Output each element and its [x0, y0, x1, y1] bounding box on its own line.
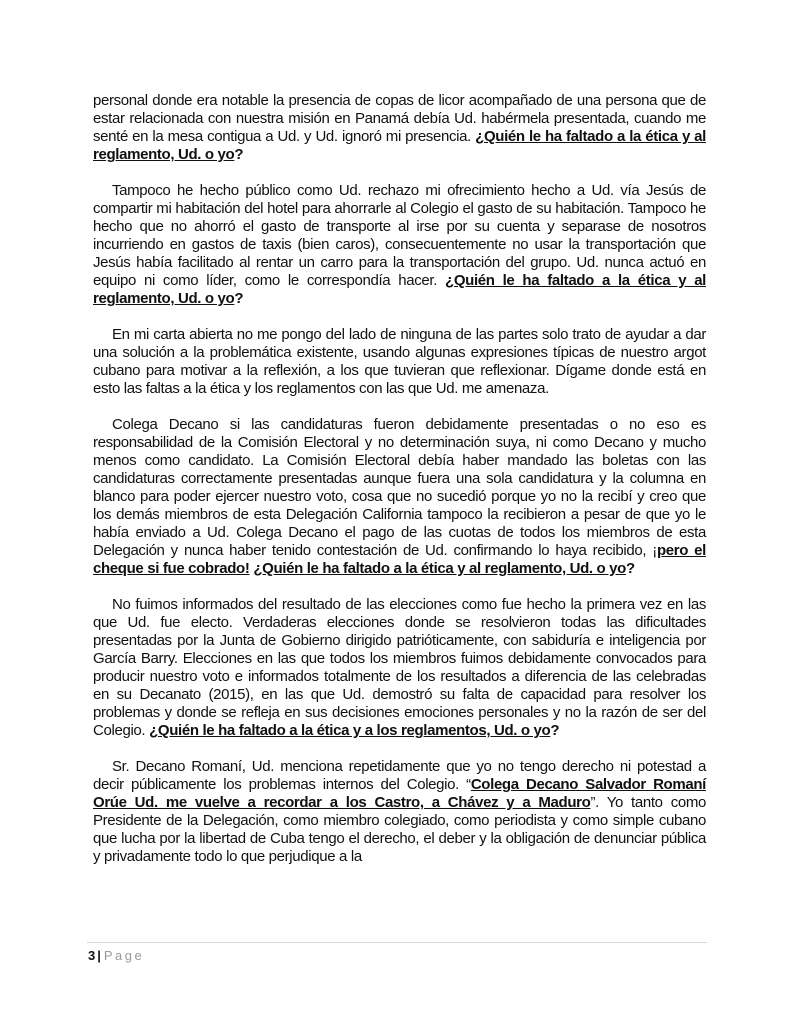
cheque-emphasis: pero el cheque si fue cobrado! [93, 542, 706, 577]
ethics-question: ¿Quién le ha faltado a la ética y al reglamento, Ud. o yo [93, 128, 706, 163]
ethics-question: ¿Quién le ha faltado a la ética y al reglamento, Ud. o yo [253, 560, 626, 577]
question-mark: ? [550, 722, 560, 739]
paragraph-2 [93, 182, 706, 308]
ethics-question: ¿Quién le ha faltado a la ética y al reglamento, Ud. o yo [93, 272, 707, 307]
page-label: Page [103, 948, 145, 963]
paragraph-1 [93, 92, 706, 164]
question-mark: ? [234, 146, 244, 163]
paragraph-5 [93, 596, 706, 740]
text-run: Tampoco he hecho público como Ud. rechazo mi ofrecimiento hecho a Ud. vía Jesús de compartir mi habitación del hotel para ahorrarle al Colegio el gasto de su habitación. Tampoco he hecho que no ahorró el gasto de transporte al irse por su cuenta y separase de nosotros incurriendo en gastos de taxis (bien caros), consecuentemente no usar la transportación que Jesús había facilitado al rentar un carro para la transportación del grupo. Ud. nunca actuó en equipo ni como líder, como le correspondía hacer. [93, 182, 706, 289]
text-run: Colega Decano si las candidaturas fueron debidamente presentadas o no eso es responsabilidad de la Comisión Electoral y no determinación suya, ni como Decano y mucho menos como candidato. La Comisión Electoral debía haber mandado las boletas con las candidaturas correctamente presentadas aunque fuera una sola candidatura y la columna en blanco para poder ejercer nuestro voto, cosa que no sucedió porque yo no la recibí y creo que los demás miembros de esta Delegación California tampoco la recibieron a pesar de que yo le había enviado a Ud. Colega Decano el pago de las cuotas de todos los miembros de esta Delegación y nunca haber tenido contestación de Ud. confirmando lo haya recibido, ¡ [93, 416, 706, 559]
footer-separator: | [97, 948, 101, 963]
text-run: ”. Yo tanto como Presidente de la Delegación, como miembro colegiado, como periodista y como simple cubano que lucha por la libertad de Cuba tengo el derecho, el deber y la obligación de denunciar pública y privadamente todo lo que perjudique a la [93, 794, 706, 865]
footer-divider [87, 942, 707, 943]
paragraph-3 [93, 326, 706, 398]
ethics-question: ¿Quién le ha faltado a la ética y a los reglamentos, Ud. o yo [149, 722, 551, 739]
page-number: 3 [88, 948, 96, 963]
paragraph-6 [93, 758, 706, 866]
text-run: En mi carta abierta no me pongo del lado de ninguna de las partes solo trato de ayudar a dar una solución a la problemática existente, usando algunas expresiones típicas de nuestro argot cubano para motivar a la reflexión, a los que tuvieran que reflexionar. Dígame donde está en esto las faltas a la ética y los reglamentos con las que Ud. me amenaza. [93, 326, 706, 397]
paragraph-4 [93, 416, 706, 578]
page-footer [88, 948, 144, 964]
text-run: personal donde era notable la presencia de copas de licor acompañado de una persona que de estar relacionada con nuestra misión en Panamá debía Ud. habérmela presentada, cuando me senté en la mesa contigua a Ud. y Ud. ignoró mi presencia. [93, 92, 706, 145]
document-body [93, 92, 706, 884]
quote-emphasis: Colega Decano Salvador Romaní Orúe Ud. me vuelve a recordar a los Castro, a Chávez y a Maduro [93, 776, 706, 811]
text-run: No fuimos informados del resultado de las elecciones como fue hecho la primera vez en las que Ud. fue electo. Verdaderas elecciones donde se resolvieron todas las dificultades presentadas por la Junta de Gobierno dirigido patrióticamente, con sabiduría e inteligencia por García Barry. Elecciones en las que todos los miembros fuimos debidamente convocados para producir nuestro voto e informados totalmente de los resultados a diferencia de las celebradas en su Decanato (2015), en las que Ud. demostró su falta de capacidad para resolver los problemas y donde se refleja en sus decisiones emociones personales y no la razón de ser del Colegio. [93, 596, 706, 739]
question-mark: ? [625, 560, 635, 577]
text-run: Sr. Decano Romaní, Ud. menciona repetidamente que yo no tengo derecho ni potestad a decir públicamente los problemas internos del Colegio. “ [93, 758, 706, 793]
question-mark: ? [234, 290, 244, 307]
